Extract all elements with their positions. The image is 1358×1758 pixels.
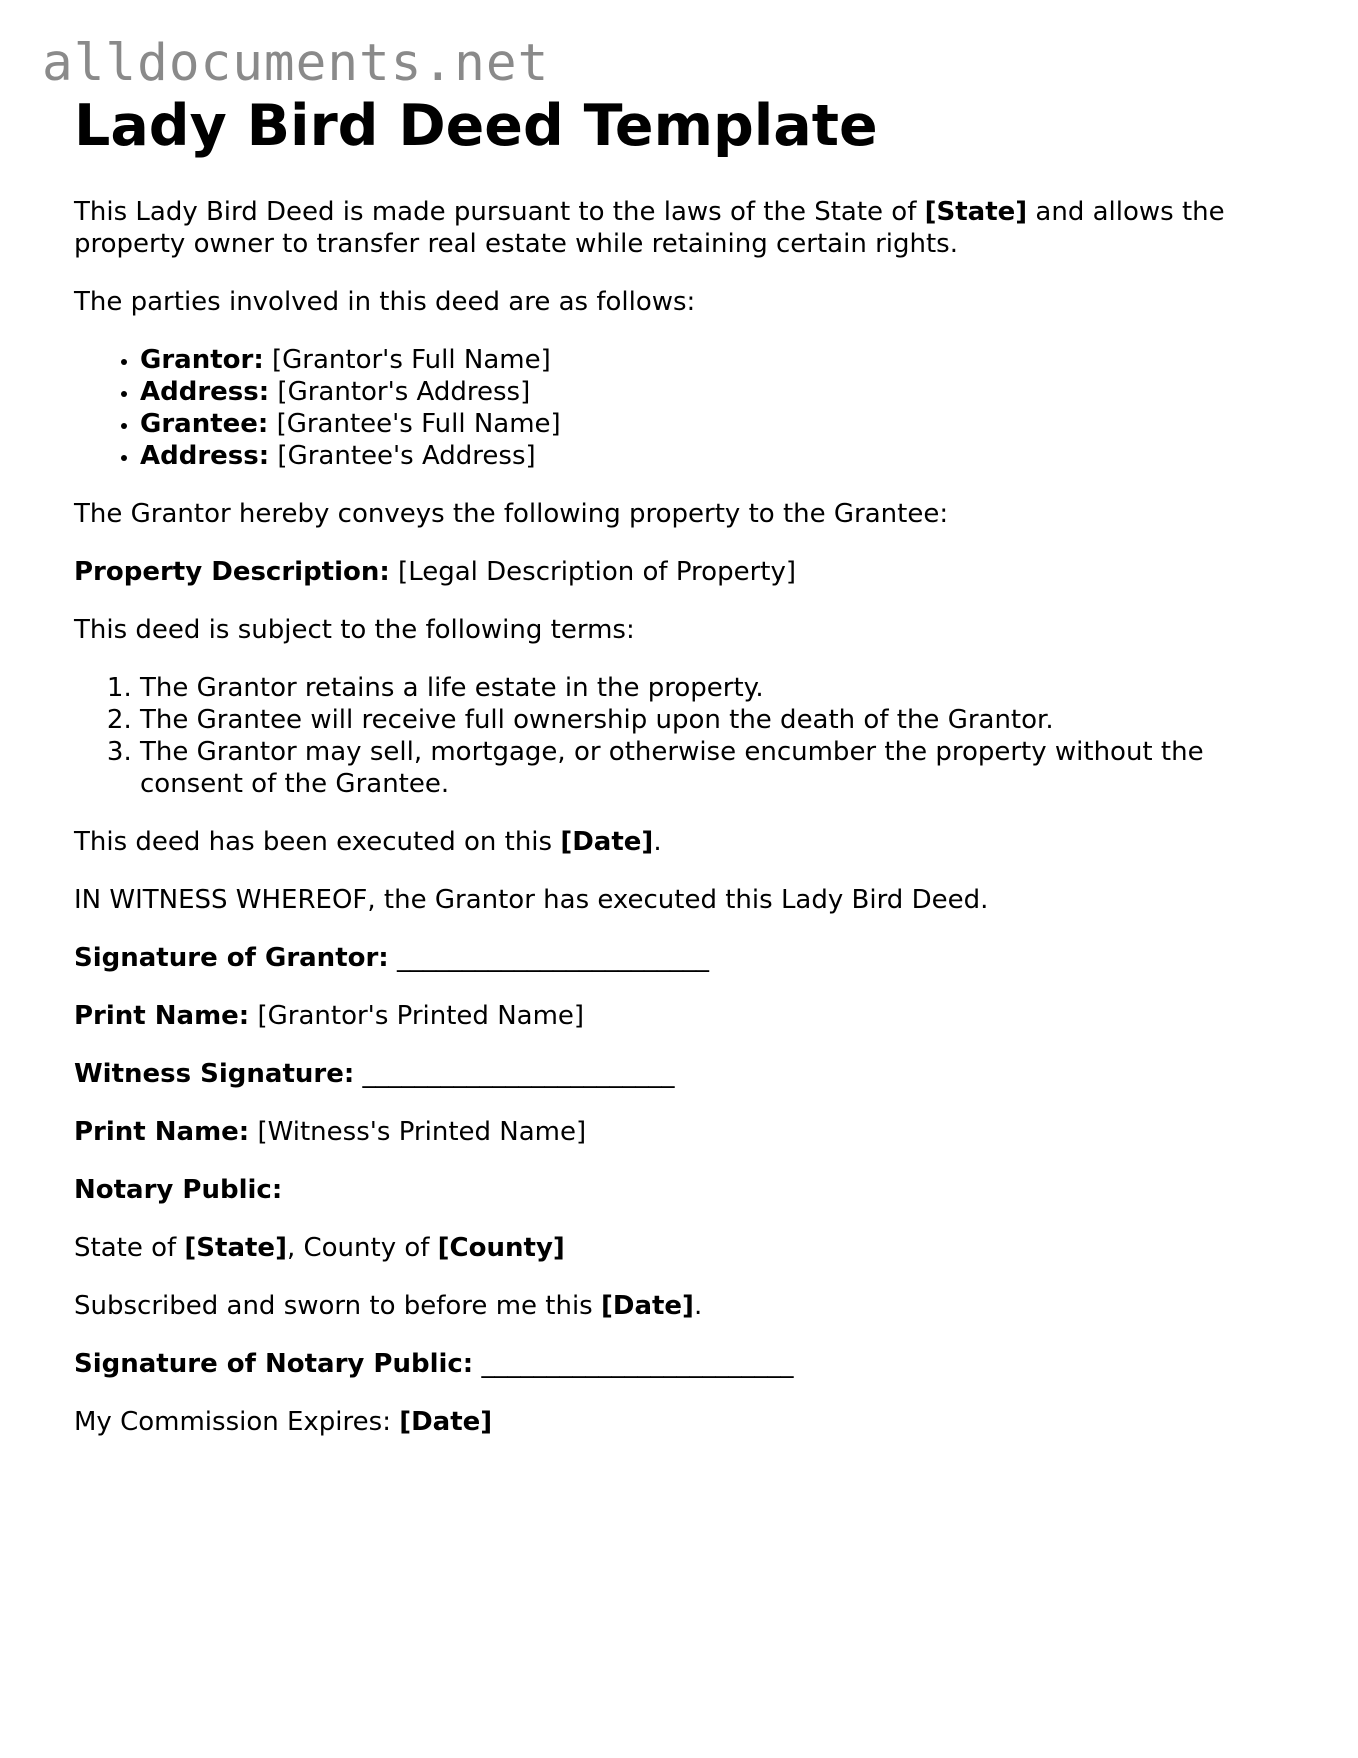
executed-date-placeholder: [Date] [560,827,654,857]
watermark: alldocuments.net [42,34,550,93]
document-page [74,92,1274,1464]
notary-state-prefix: State of [74,1233,185,1263]
notary-signature-line [74,1348,1274,1380]
list-item [140,376,1274,408]
executed-period: . [653,827,662,857]
party-label: Address: [140,441,270,471]
list-item [140,408,1274,440]
grantor-signature-label: Signature of Grantor: [74,943,389,973]
grantor-print-value: [Grantor's Printed Name] [249,1001,585,1031]
parties-intro: The parties involved in this deed are as follows: [74,287,696,317]
party-value: [Grantor's Full Name] [263,345,551,375]
witness-signature-blank: ________________________ [354,1059,675,1089]
witness-print-value: [Witness's Printed Name] [249,1117,587,1147]
property-value: [Legal Description of Property] [389,557,796,587]
notary-county-placeholder: [County] [437,1233,565,1263]
notary-commission-date-placeholder: [Date] [399,1407,493,1437]
terms-list [74,672,1274,800]
notary-sworn-period: . [693,1291,703,1321]
notary-signature-label: Signature of Notary Public: [74,1349,474,1379]
executed-paragraph [74,826,1274,858]
witness-signature-line [74,1058,1274,1090]
intro-state-placeholder: [State] [924,197,1028,227]
notary-signature-blank: ________________________ [473,1349,794,1379]
notary-state-placeholder: [State] [184,1233,287,1263]
intro-text-after: and allows the property owner to transfer real estate while retaining certain rights. [74,197,1225,259]
list-item: 1. The Grantor retains a life estate in the property. [140,672,1274,704]
property-label: Property Description: [74,557,390,587]
witness-whereof: IN WITNESS WHEREOF, the Grantor has executed this Lady Bird Deed. [74,885,989,915]
document-title: Lady Bird Deed Template [74,93,878,159]
party-value: [Grantor's Address] [269,377,531,407]
party-value: [Grantee's Full Name] [268,409,561,439]
witness-signature-label: Witness Signature: [74,1059,355,1089]
executed-text: This deed has been executed on this [74,827,561,857]
list-item: 3. The Grantor may sell, mortgage, or otherwise encumber the property without the consent of the Grantee. [140,736,1274,800]
grantor-print-label: Print Name: [74,1001,250,1031]
parties-list [74,344,1274,472]
notary-heading-label: Notary Public: [74,1175,283,1205]
terms-intro: This deed is subject to the following terms: [74,615,635,645]
party-label: Address: [140,377,270,407]
intro-paragraph [74,196,1274,260]
notary-jurisdiction [74,1232,1274,1264]
notary-sworn [74,1290,1274,1322]
grantor-print-name [74,1000,1274,1032]
notary-county-prefix: , County of [286,1233,438,1263]
property-description [74,556,1274,588]
list-item [140,440,1274,472]
conveys-paragraph: The Grantor hereby conveys the following property to the Grantee: [74,499,949,529]
party-label: Grantor: [140,345,264,375]
witness-print-name [74,1116,1274,1148]
witness-print-label: Print Name: [74,1117,250,1147]
list-item [140,344,1274,376]
grantor-signature-line [74,942,1274,974]
notary-commission-label: My Commission Expires: [74,1407,400,1437]
intro-text-before: This Lady Bird Deed is made pursuant to the laws of the State of [74,197,925,227]
notary-sworn-date-placeholder: [Date] [600,1291,694,1321]
grantor-signature-blank: ________________________ [388,943,709,973]
list-item: 2. The Grantee will receive full ownership upon the death of the Grantor. [140,704,1274,736]
notary-sworn-text: Subscribed and sworn to before me this [74,1291,601,1321]
notary-heading [74,1174,1274,1206]
party-value: [Grantee's Address] [269,441,536,471]
party-label: Grantee: [140,409,269,439]
notary-commission [74,1406,1274,1438]
